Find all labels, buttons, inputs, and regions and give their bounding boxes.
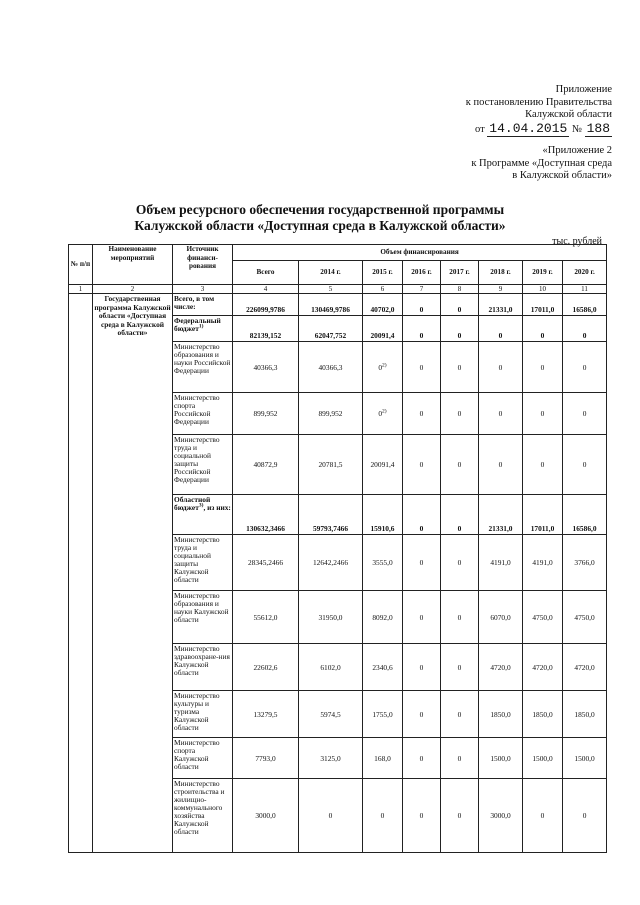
amount-value: 0 <box>419 524 424 533</box>
amount-cell <box>363 535 403 591</box>
column-number: 9 <box>479 285 523 294</box>
amount-cell <box>363 738 403 779</box>
units-label: тыс. рублей <box>552 236 602 247</box>
amount-value: 40702,0 <box>370 305 395 314</box>
amount-value: 130469,9786 <box>311 305 350 314</box>
amount-cell <box>299 294 363 316</box>
column-number-row <box>69 285 607 294</box>
amount-cell <box>479 316 523 342</box>
amount-value: 1850,0 <box>574 709 595 719</box>
header-year: 2020 г. <box>563 261 607 285</box>
column-number: 3 <box>173 285 233 294</box>
funding-source <box>173 591 233 644</box>
amount-cell <box>403 738 441 779</box>
amount-value: 0 <box>540 811 545 820</box>
amount-value: 3000,0 <box>255 811 276 820</box>
amount-cell <box>479 691 523 738</box>
title-line-1: Объем ресурсного обеспечения государственной программы <box>135 202 505 217</box>
amount-cell <box>233 316 299 342</box>
amount-cell <box>403 779 441 853</box>
amount-cell <box>233 535 299 591</box>
amount-cell <box>299 342 363 393</box>
appendix-line: Калужской области <box>525 109 612 120</box>
funding-source-label: Министерство культуры и туризма Калужской области <box>174 691 220 732</box>
amount-cell <box>441 294 479 316</box>
amount-cell <box>563 495 607 535</box>
amount-value: 82139,152 <box>249 331 282 340</box>
amount-cell <box>479 342 523 393</box>
appendix-line: Приложение <box>555 84 612 95</box>
resolution-number: 188 <box>586 120 610 136</box>
amount-cell <box>299 644 363 691</box>
amount-cell <box>523 435 563 495</box>
amount-cell <box>233 738 299 779</box>
column-number: 1 <box>69 285 93 294</box>
amount-value: 20091,4 <box>370 460 395 469</box>
amount-value: 6102,0 <box>320 662 341 672</box>
amount-cell <box>523 535 563 591</box>
amount-cell <box>479 591 523 644</box>
funding-source-label: Министерство спорта Калужской области <box>174 738 220 771</box>
column-number: 4 <box>233 285 299 294</box>
resolution-date-line <box>466 120 612 137</box>
amount-cell <box>403 691 441 738</box>
amount-value: 5974,5 <box>320 709 341 719</box>
amount-value: 3125,0 <box>320 753 341 763</box>
amount-value: 0 <box>457 460 462 469</box>
amount-value: 1500,0 <box>574 753 595 763</box>
amount-cell <box>563 691 607 738</box>
header-volume: Объем финансирования <box>233 245 607 261</box>
amount-cell <box>363 393 403 435</box>
amount-value: 0 <box>540 409 545 418</box>
amount-value: 0 <box>419 409 424 418</box>
amount-value: 1755,0 <box>372 709 393 719</box>
amount-cell <box>441 591 479 644</box>
header-year: 2016 г. <box>403 261 441 285</box>
amount-value: 0 <box>540 331 545 340</box>
number-prefix: № <box>571 123 582 135</box>
amount-cell <box>403 393 441 435</box>
amount-cell <box>441 691 479 738</box>
amount-cell <box>233 691 299 738</box>
amount-cell <box>563 591 607 644</box>
appendix-line: к постановлению Правительства <box>465 96 612 108</box>
amount-value: 0 <box>498 331 503 340</box>
amount-value: 0 <box>457 558 462 567</box>
amount-value: 62047,752 <box>314 331 347 340</box>
header-year: 2017 г. <box>441 261 479 285</box>
amount-cell <box>523 393 563 435</box>
row-number-cell <box>69 294 93 853</box>
amount-cell <box>403 342 441 393</box>
funding-source-label: Министерство образования и науки Калужской области <box>174 591 229 624</box>
amount-cell <box>403 495 441 535</box>
amount-value: 0 <box>498 460 503 469</box>
amount-value: 0 <box>582 811 587 820</box>
amount-value: 21331,0 <box>488 524 513 533</box>
amount-cell <box>441 393 479 435</box>
amount-value: 0 <box>328 811 333 820</box>
amount-cell <box>479 644 523 691</box>
header-name: Наименование мероприятий <box>93 245 173 285</box>
funding-source-label: Министерство строительства и жилищно-коммунального хозяйства Калужской области <box>174 779 225 836</box>
footnote-mark: 2) <box>382 362 387 369</box>
funding-source-label: Министерство спорта Российской Федерации <box>174 393 220 426</box>
date-prefix: от <box>474 123 485 135</box>
column-number: 6 <box>363 285 403 294</box>
amount-cell <box>523 591 563 644</box>
amount-cell <box>479 294 523 316</box>
amount-value: 4750,0 <box>574 612 595 622</box>
amount-value: 130632,3466 <box>246 524 285 533</box>
funding-source <box>173 342 233 393</box>
amount-value: 0 <box>457 662 462 672</box>
amount-cell <box>363 316 403 342</box>
resolution-date: 14.04.2015 <box>489 120 568 136</box>
amount-value: 0 <box>582 409 587 418</box>
appendix2-line: «Приложение 2 <box>542 145 612 156</box>
amount-cell <box>299 393 363 435</box>
column-number: 7 <box>403 285 441 294</box>
amount-value: 0 <box>419 460 424 469</box>
amount-value: 3555,0 <box>372 558 393 567</box>
header-year: 2019 г. <box>523 261 563 285</box>
amount-value: 4191,0 <box>532 558 553 567</box>
funding-source <box>173 738 233 779</box>
amount-cell <box>523 342 563 393</box>
amount-value: 16586,0 <box>572 524 597 533</box>
amount-cell <box>563 316 607 342</box>
amount-value: 12642,2466 <box>312 558 349 567</box>
amount-cell <box>523 316 563 342</box>
amount-cell <box>363 294 403 316</box>
amount-value: 0 <box>419 753 424 763</box>
amount-cell <box>523 495 563 535</box>
amount-cell <box>563 393 607 435</box>
amount-value: 59793,7466 <box>312 524 349 533</box>
amount-cell <box>563 738 607 779</box>
amount-value: 0 <box>457 612 462 622</box>
amount-value: 226099,9786 <box>246 305 285 314</box>
amount-value: 16586,0 <box>572 305 597 314</box>
amount-cell <box>403 535 441 591</box>
funding-source <box>173 435 233 495</box>
amount-cell <box>563 435 607 495</box>
amount-cell <box>363 342 403 393</box>
amount-cell <box>403 644 441 691</box>
amount-cell <box>233 495 299 535</box>
column-number: 2 <box>93 285 173 294</box>
amount-cell <box>441 644 479 691</box>
amount-cell <box>479 535 523 591</box>
funding-source-label: Федеральный бюджет <box>174 316 221 333</box>
amount-cell <box>403 435 441 495</box>
column-number: 5 <box>299 285 363 294</box>
amount-value: 6070,0 <box>490 612 511 622</box>
funding-source-label: Министерство труда и социальной защиты Калужской области <box>174 535 220 584</box>
amount-value: 4720,0 <box>490 662 511 672</box>
amount-value: 0 <box>419 811 424 820</box>
resource-table <box>68 244 607 853</box>
funding-source <box>173 644 233 691</box>
amount-value: 28345,2466 <box>247 558 284 567</box>
funding-source <box>173 393 233 435</box>
funding-source <box>173 495 233 535</box>
amount-value: 0 <box>457 524 462 533</box>
amount-value: 22602,6 <box>253 662 278 672</box>
funding-source-label: Министерство образования и науки Российской Федерации <box>174 342 231 375</box>
amount-value: 15910,6 <box>370 524 395 533</box>
amount-value: 4750,0 <box>532 612 553 622</box>
amount-cell <box>523 779 563 853</box>
amount-cell <box>479 779 523 853</box>
amount-cell <box>363 591 403 644</box>
header-year: Всего <box>233 261 299 285</box>
funding-source-label: Всего, в том числе: <box>174 294 215 311</box>
amount-cell <box>299 316 363 342</box>
appendix-header <box>466 84 612 136</box>
amount-cell <box>233 779 299 853</box>
amount-cell <box>479 495 523 535</box>
document-title <box>0 202 640 234</box>
amount-cell <box>479 435 523 495</box>
amount-value: 4720,0 <box>532 662 553 672</box>
amount-cell <box>403 316 441 342</box>
column-number: 8 <box>441 285 479 294</box>
header-no: № п/п <box>69 245 93 285</box>
amount-cell <box>299 691 363 738</box>
amount-value: 0 <box>498 362 503 372</box>
amount-value: 3766,0 <box>574 558 595 567</box>
amount-value: 0 <box>540 460 545 469</box>
amount-cell <box>479 738 523 779</box>
amount-cell <box>299 435 363 495</box>
funding-source-label: Областной бюджет <box>174 495 211 512</box>
amount-value: 20091,4 <box>370 331 395 340</box>
amount-value: 0 <box>582 331 587 340</box>
amount-value: 1500,0 <box>532 753 553 763</box>
amount-value: 0 <box>582 460 587 469</box>
header-year: 2014 г. <box>299 261 363 285</box>
amount-value: 20781,5 <box>318 460 343 469</box>
amount-value: 168,0 <box>374 753 391 763</box>
amount-value: 0 <box>419 558 424 567</box>
amount-value: 0 <box>582 362 587 372</box>
amount-value: 0 <box>419 709 424 719</box>
amount-value: 8092,0 <box>372 612 393 622</box>
amount-value: 0 <box>457 709 462 719</box>
amount-cell <box>363 779 403 853</box>
column-number: 10 <box>523 285 563 294</box>
amount-value: 0 <box>419 612 424 622</box>
funding-source <box>173 535 233 591</box>
amount-value: 13279,5 <box>253 709 278 719</box>
amount-value: 4191,0 <box>490 558 511 567</box>
amount-value: 0 <box>378 409 383 418</box>
funding-source <box>173 779 233 853</box>
amount-cell <box>299 535 363 591</box>
amount-cell <box>299 738 363 779</box>
amount-value: 0 <box>457 331 462 340</box>
amount-cell <box>299 591 363 644</box>
amount-cell <box>441 435 479 495</box>
amount-cell <box>523 294 563 316</box>
amount-value: 0 <box>457 753 462 763</box>
amount-cell <box>233 435 299 495</box>
amount-value: 0 <box>457 811 462 820</box>
amount-value: 0 <box>419 662 424 672</box>
amount-value: 1500,0 <box>490 753 511 763</box>
amount-value: 40366,3 <box>318 362 343 372</box>
amount-cell <box>523 738 563 779</box>
amount-value: 17011,0 <box>530 305 555 314</box>
amount-cell <box>299 779 363 853</box>
amount-cell <box>233 591 299 644</box>
amount-value: 0 <box>457 362 462 372</box>
amount-value: 2340,6 <box>372 662 393 672</box>
amount-cell <box>403 294 441 316</box>
amount-value: 0 <box>498 409 503 418</box>
funding-source <box>173 316 233 342</box>
funding-source-label: Министерство труда и социальной защиты Российской Федерации <box>174 435 220 484</box>
amount-cell <box>441 738 479 779</box>
amount-cell <box>441 495 479 535</box>
amount-value: 0 <box>457 305 462 314</box>
amount-cell <box>441 535 479 591</box>
amount-cell <box>523 691 563 738</box>
program-name: Государственная программа Калужской области «Доступная среда в Калужской области» <box>93 294 173 853</box>
footnote-mark: 1) <box>198 323 204 330</box>
amount-cell <box>363 435 403 495</box>
header-year: 2015 г. <box>363 261 403 285</box>
amount-value: 21331,0 <box>488 305 513 314</box>
footnote-mark: 3) <box>198 502 204 509</box>
amount-cell <box>563 644 607 691</box>
amount-value: 0 <box>457 409 462 418</box>
amount-value: 40366,3 <box>253 362 278 372</box>
amount-value: 1850,0 <box>490 709 511 719</box>
column-number: 11 <box>563 285 607 294</box>
amount-value: 17011,0 <box>530 524 555 533</box>
header-year: 2018 г. <box>479 261 523 285</box>
funding-source <box>173 691 233 738</box>
amount-cell <box>563 535 607 591</box>
amount-cell <box>563 294 607 316</box>
funding-source-tail: , из них: <box>203 503 231 512</box>
funding-source <box>173 294 233 316</box>
footnote-mark: 2) <box>382 408 387 415</box>
amount-cell <box>563 779 607 853</box>
title-line-2: Калужской области «Доступная среда в Калужской области» <box>134 218 506 233</box>
amount-value: 40872,9 <box>253 460 278 469</box>
amount-cell <box>233 393 299 435</box>
amount-cell <box>479 393 523 435</box>
appendix2-line: в Калужской области» <box>512 170 612 181</box>
amount-cell <box>441 316 479 342</box>
amount-cell <box>233 342 299 393</box>
amount-value: 3000,0 <box>490 811 511 820</box>
amount-cell <box>403 591 441 644</box>
header-source: Источник финанси-рования <box>173 245 233 285</box>
amount-value: 0 <box>378 362 383 372</box>
amount-value: 31950,0 <box>318 612 343 622</box>
amount-cell <box>363 644 403 691</box>
amount-value: 0 <box>540 362 545 372</box>
amount-cell <box>233 294 299 316</box>
amount-cell <box>233 644 299 691</box>
amount-cell <box>441 779 479 853</box>
appendix2-line: к Программе «Доступная среда <box>471 157 612 169</box>
amount-cell <box>299 495 363 535</box>
funding-source-label: Министерство здравоохране-ния Калужской области <box>174 644 230 677</box>
amount-value: 899,952 <box>318 409 343 418</box>
table-row <box>69 294 607 316</box>
amount-value: 7793,0 <box>255 753 276 763</box>
amount-cell <box>441 342 479 393</box>
amount-value: 4720,0 <box>574 662 595 672</box>
amount-value: 0 <box>419 331 424 340</box>
amount-cell <box>363 495 403 535</box>
amount-value: 899,952 <box>253 409 278 418</box>
amount-value: 55612,0 <box>253 612 278 622</box>
amount-cell <box>523 644 563 691</box>
amount-value: 0 <box>380 811 385 820</box>
appendix2-header <box>471 145 612 183</box>
amount-value: 1850,0 <box>532 709 553 719</box>
amount-cell <box>563 342 607 393</box>
amount-value: 0 <box>419 362 424 372</box>
amount-cell <box>363 691 403 738</box>
amount-value: 0 <box>419 305 424 314</box>
